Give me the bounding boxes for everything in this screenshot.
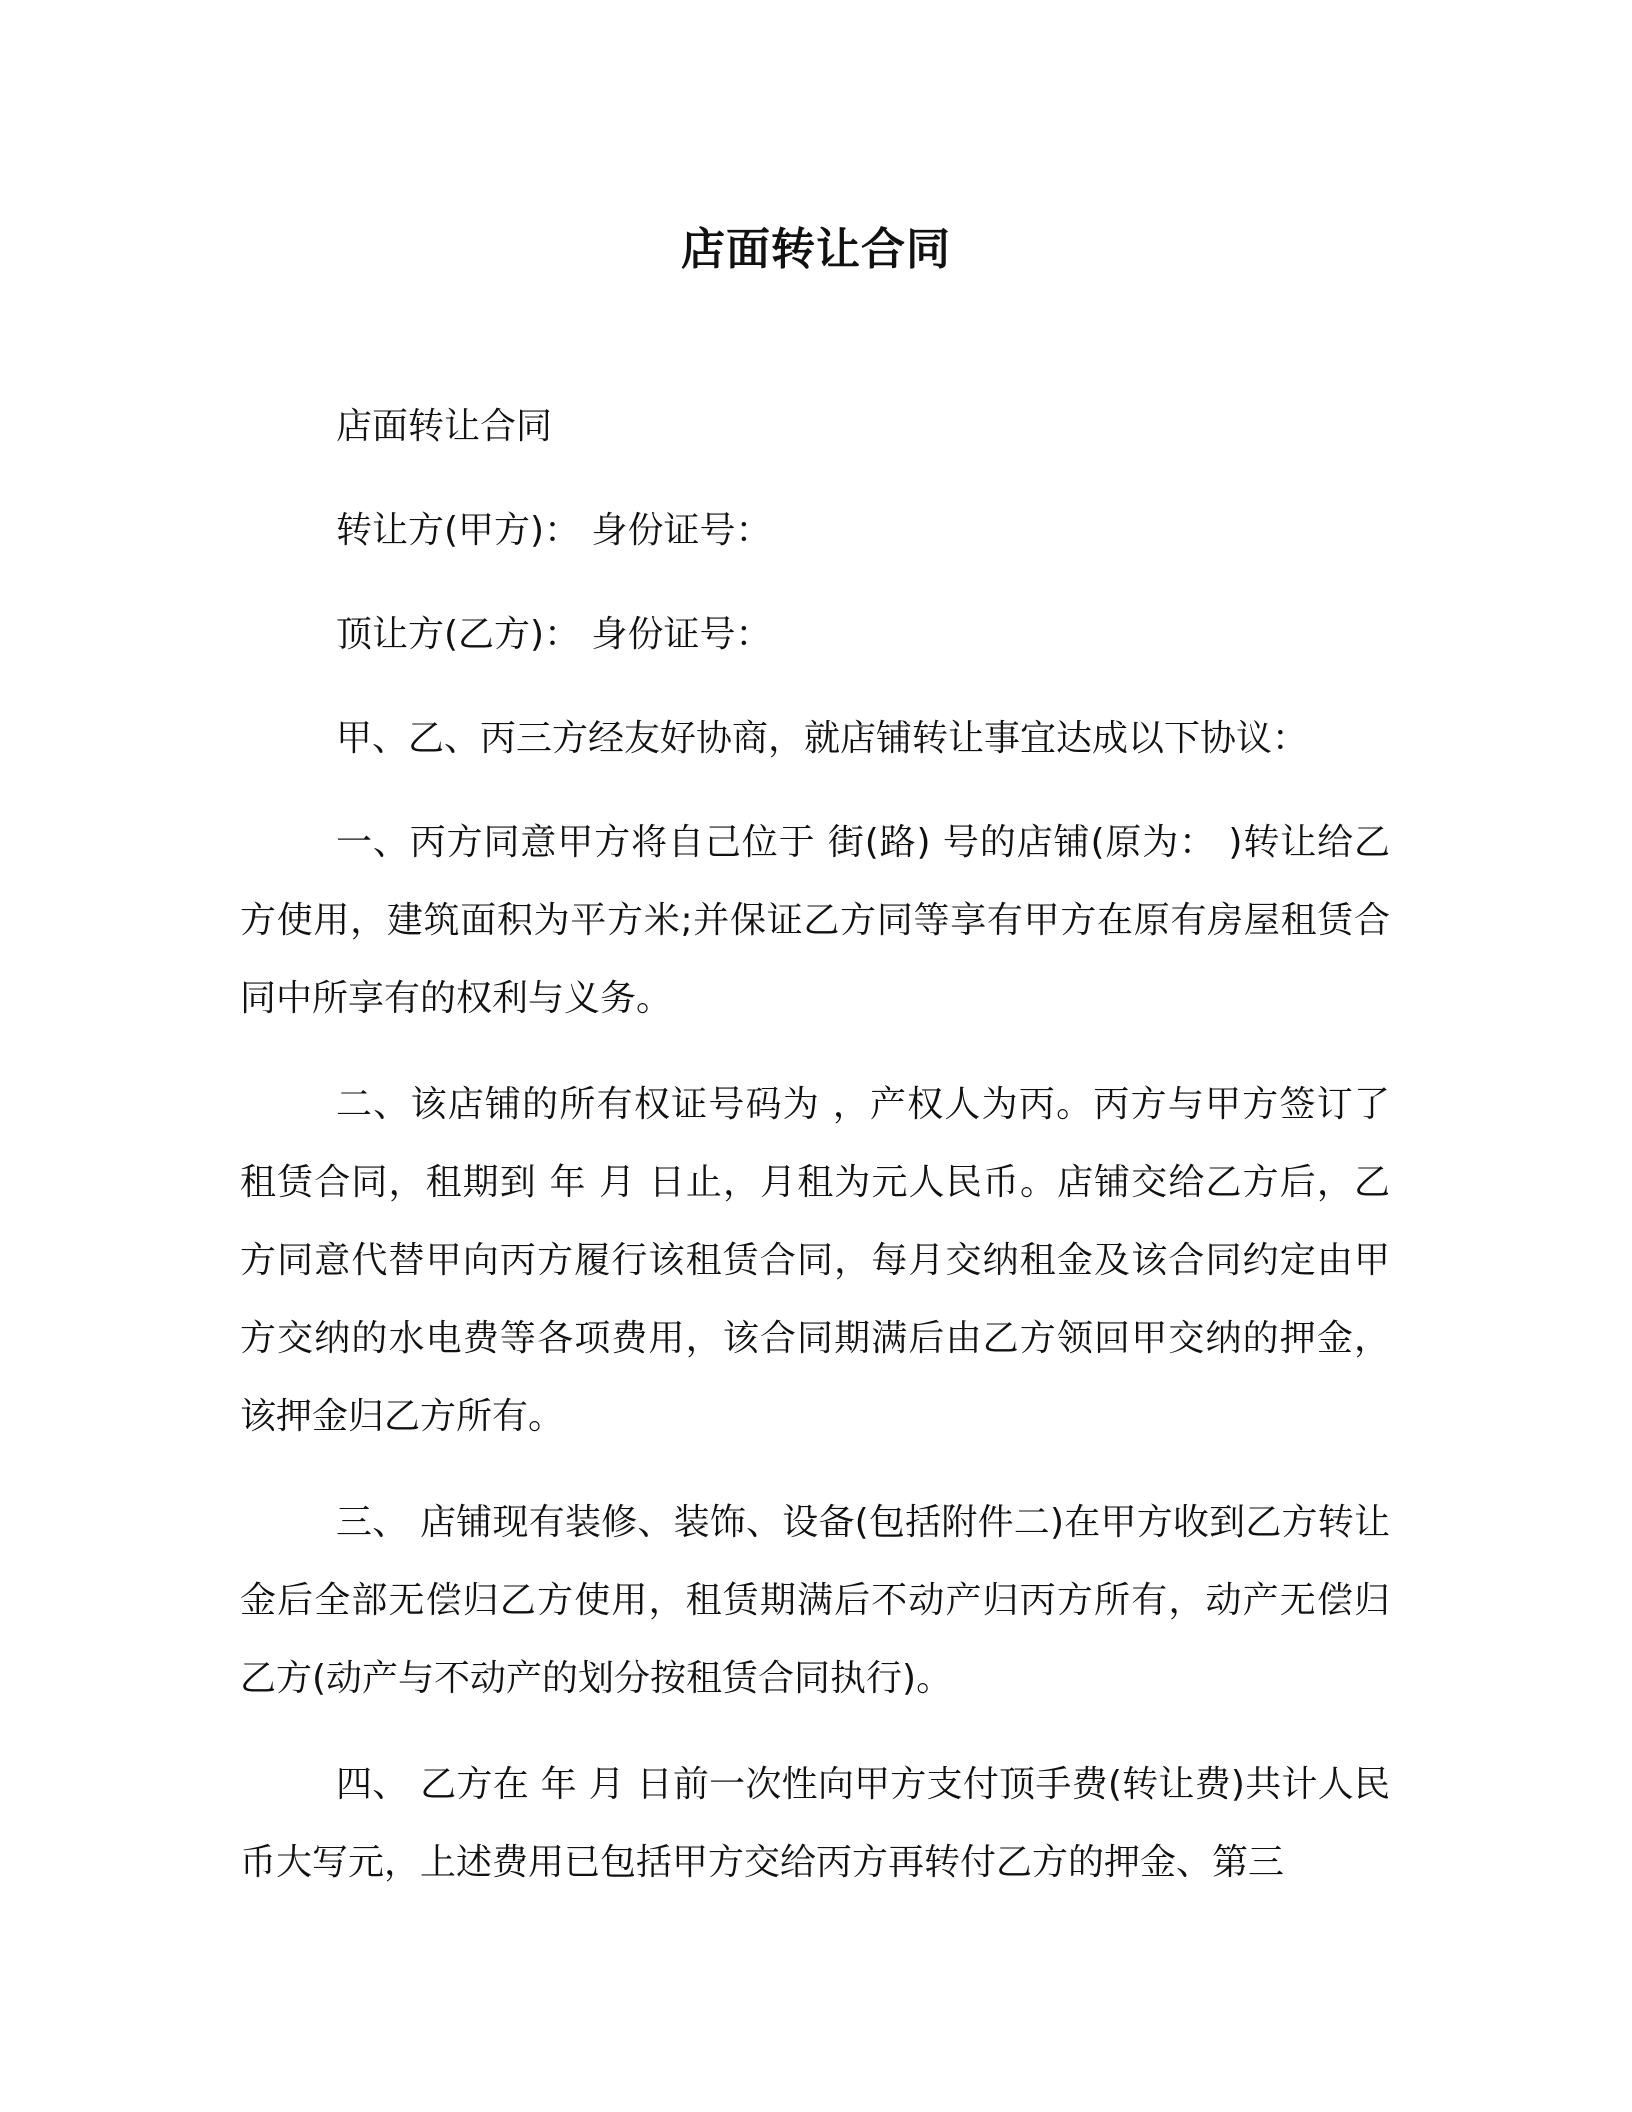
page-title: 店面转让合同 [681, 224, 951, 275]
paragraph-clause-3: 三、 店铺现有装修、装饰、设备(包括附件二)在甲方收到乙方转让金后全部无偿归乙方使用，租赁期满后不动产归丙方所有，动产无偿归乙方(动产与不动产的划分按租赁合同执行)。 [240, 1502, 1390, 1699]
paragraph-transferee: 顶让方(乙方)： 身份证号： [336, 614, 772, 655]
paragraph-clause-4: 四、 乙方在 年 月 日前一次性向甲方支付顶手费(转让费)共计人民币大写元，上述费用已包括甲方交给丙方再转付乙方的押金、第三 [240, 1764, 1390, 1883]
paragraph-transferor: 转让方(甲方)： 身份证号： [336, 510, 772, 551]
document-body [240, 388, 1390, 1930]
paragraph-preamble: 甲、乙、丙三方经友好协商，就店铺转让事宜达成以下协议： [336, 718, 1309, 759]
paragraph-subtitle: 店面转让合同 [336, 406, 553, 447]
paragraph-clause-2: 二、该店铺的所有权证号码为 ，产权人为丙。丙方与甲方签订了租赁合同，租期到 年 月 日止，月租为元人民币。店铺交给乙方后，乙方同意代替甲向丙方履行该租赁合同，每月交纳租金及该合同约定由甲方交纳的水电费等各项费用，该合同期满后由乙方领回甲交纳的押金，该押金归乙方所有。 [240, 1084, 1390, 1437]
paragraph-clause-1: 一、丙方同意甲方将自己位于 街(路) 号的店铺(原为： )转让给乙方使用，建筑面积为平方米;并保证乙方同等享有甲方在原有房屋租赁合同中所享有的权利与义务。 [240, 822, 1390, 1019]
